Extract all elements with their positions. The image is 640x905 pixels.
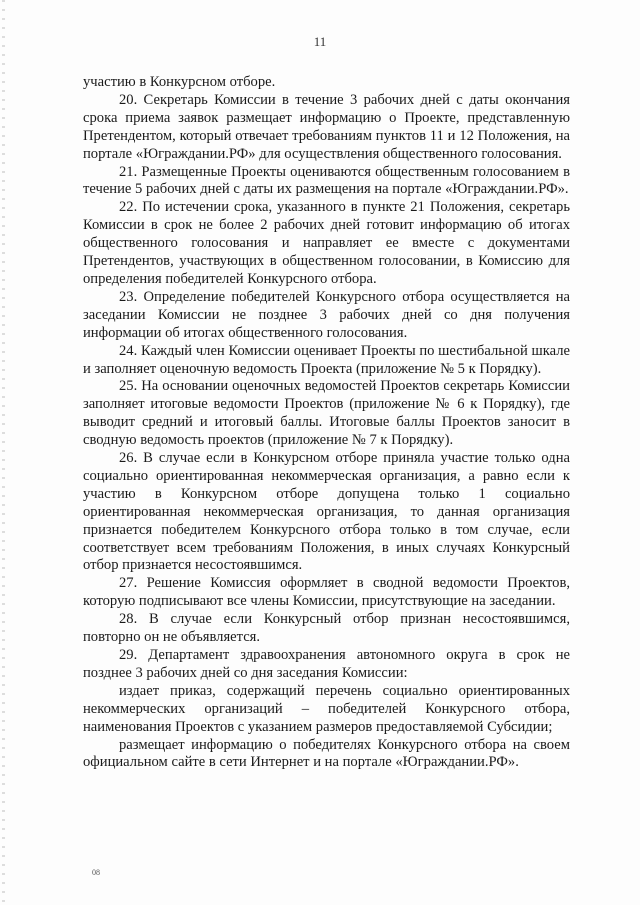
paragraph-21: 21. Размещенные Проекты оцениваются общественным голосованием в течение 5 рабочих дней с даты их размещения на портале «Юграждании.РФ». <box>83 163 570 198</box>
footer-code: 08 <box>92 868 100 877</box>
paragraph-29-item-publish: размещает информацию о победителях Конкурсного отбора на своем официальном сайте в сети Интернет и на портале «Юграждании.РФ». <box>83 736 570 771</box>
paragraph-29-item-order: издает приказ, содержащий перечень социально ориентированных некоммерческих организаций – победителей Конкурсного отбора, наименования Проектов с указанием размеров предоставляемой Субсидии; <box>83 682 570 735</box>
paragraph-29: 29. Департамент здравоохранения автономного округа в срок не позднее 3 рабочих дней со дня заседания Комиссии: <box>83 647 570 681</box>
page-number: 11 <box>313 34 327 49</box>
paragraph-26: 26. В случае если в Конкурсном отборе приняла участие только одна социально ориентированная некоммерческая организация, а равно если к участию в Конкурсном отборе допущена только 1 социально ориентированная некоммерческая организация, то данная организация признается победителем Конкурсного отбора только в том случае, если соответствует всем требованиям Положения, в иных случаях Конкурсный отбор признается несостоявшимся. <box>83 450 570 574</box>
paragraph-22: 22. По истечении срока, указанного в пункте 21 Положения, секретарь Комиссии в срок не более 2 рабочих дней готовит информацию об итогах общественного голосования и направляет ее вместе с документами Претендентов, участвующих в общественном голосовании, в Комиссию для определения победителей Конкурсного отбора. <box>83 199 570 287</box>
paragraph-25: 25. На основании оценочных ведомостей Проектов секретарь Комиссии заполняет итоговые ведомости Проектов (приложение № 6 к Порядку), где выводит средний и итоговый баллы. Итоговые баллы Проектов заносит в сводную ведомость проектов (приложение № 7 к Порядку). <box>83 378 570 449</box>
scan-edge-marks <box>2 0 5 905</box>
document-body <box>83 74 570 772</box>
paragraph-24: 24. Каждый член Комиссии оценивает Проекты по шестибальной шкале и заполняет оценочную ведомость Проекта (приложение № 5 к Порядку). <box>83 342 570 377</box>
paragraph-28: 28. В случае если Конкурсный отбор признан несостоявшимся, повторно он не объявляется. <box>83 611 570 646</box>
paragraph-continuation: участию в Конкурсном отборе. <box>83 74 276 90</box>
paragraph-20: 20. Секретарь Комиссии в течение 3 рабочих дней с даты окончания срока приема заявок размещает информацию о Проекте, представленную Претендентом, который отвечает требованиям пунктов 11 и 12 Положения, на портале «Юграждании.РФ» для осуществления общественного голосования. <box>83 91 570 162</box>
paragraph-23: 23. Определение победителей Конкурсного отбора осуществляется на заседании Комиссии не позднее 3 рабочих дней со дня получения информации об итогах общественного голосования. <box>83 288 570 341</box>
paragraph-27: 27. Решение Комиссия оформляет в сводной ведомости Проектов, которую подписывают все члены Комиссии, присутствующие на заседании. <box>83 575 570 610</box>
